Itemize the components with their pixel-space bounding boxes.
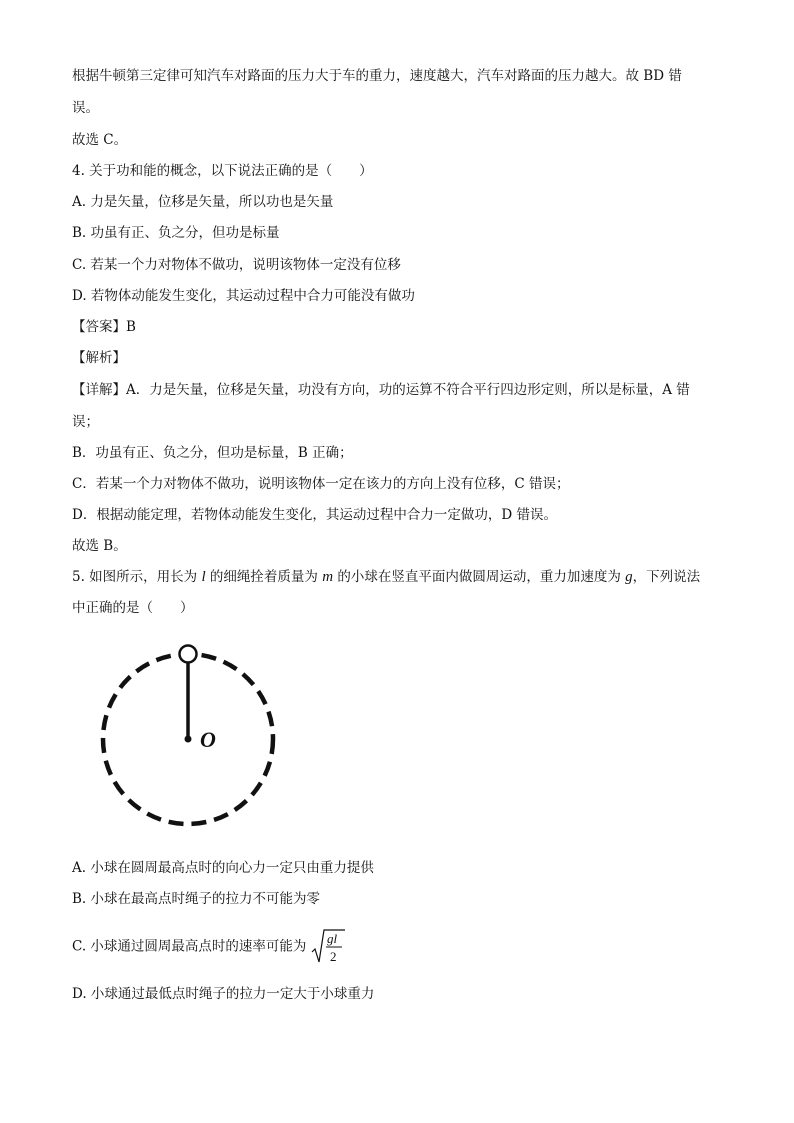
q5-text-c: 的小球在竖直平面内做圆周运动，重力加速度为 — [333, 569, 626, 585]
answer-tag: 【答案】 — [72, 319, 126, 335]
answer-value: B — [126, 319, 136, 335]
option-4b: B. 功虽有正、负之分，但功是标量 — [72, 225, 280, 241]
sqrt-numerator: gl — [326, 930, 337, 946]
option-5b: B. 小球在最高点时绳子的拉力不可能为零 — [72, 891, 321, 907]
detail-text-1: A．力是矢量，位移是矢量，功没有方向，功的运算不符合平行四边形定则，所以是标量，A 错 — [126, 382, 690, 398]
explain-c: C．若某一个力对物体不做功，说明该物体一定在该力的方向上没有位移，C 错误； — [72, 476, 570, 492]
question-5-line-1 — [72, 567, 700, 587]
sqrt-denominator: 2 — [329, 948, 337, 964]
detail-line-1 — [72, 380, 690, 400]
option-5d: D. 小球通过最低点时绳子的拉力一定大于小球重力 — [72, 986, 375, 1002]
line-1: 根据牛顿第三定律可知汽车对路面的压力大于车的重力，速度越大，汽车对路面的压力越大。故 BD 错 — [72, 68, 682, 84]
center-point — [185, 736, 192, 743]
option-5c-text: C. 小球通过圆周最高点时的速率可能为 — [72, 938, 307, 955]
q5-text-a: 5. 如图所示，用长为 — [72, 569, 202, 585]
var-g: g — [625, 569, 633, 585]
q5-text-d: ，下列说法 — [632, 569, 701, 585]
var-m: m — [322, 569, 334, 585]
question-4: 4. 关于功和能的概念，以下说法正确的是（ ） — [72, 163, 373, 179]
explain-b: B．功虽有正、负之分，但功是标量，B 正确； — [72, 445, 353, 461]
center-label: O — [200, 727, 216, 752]
analysis-tag: 【解析】 — [72, 350, 126, 366]
q5-text-b: 的细绳拴着质量为 — [205, 569, 323, 585]
sqrt-sign — [311, 928, 345, 966]
answer-line — [72, 317, 136, 337]
line-3: 故选 C。 — [72, 132, 128, 148]
option-4c: C. 若某一个力对物体不做功，说明该物体一定没有位移 — [72, 257, 401, 273]
sqrt-formula — [311, 928, 345, 966]
question-5-line-2: 中正确的是（ ） — [72, 600, 194, 616]
option-5a: A. 小球在圆周最高点时的向心力一定只由重力提供 — [72, 860, 374, 876]
option-4d: D. 若物体动能发生变化，其运动过程中合力可能没有做功 — [72, 288, 415, 304]
explain-d: D．根据动能定理，若物体动能发生变化，其运动过程中合力一定做功，D 错误。 — [72, 507, 557, 523]
select-b: 故选 B。 — [72, 538, 127, 554]
var-l: l — [201, 569, 206, 585]
ball — [180, 646, 197, 663]
detail-tag: 【详解】 — [72, 382, 126, 398]
circle-figure — [90, 638, 290, 848]
line-2: 误。 — [72, 100, 99, 116]
option-5c — [72, 927, 345, 966]
option-4a: A. 力是矢量，位移是矢量，所以功也是矢量 — [72, 194, 334, 210]
detail-line-2: 误； — [72, 414, 99, 430]
